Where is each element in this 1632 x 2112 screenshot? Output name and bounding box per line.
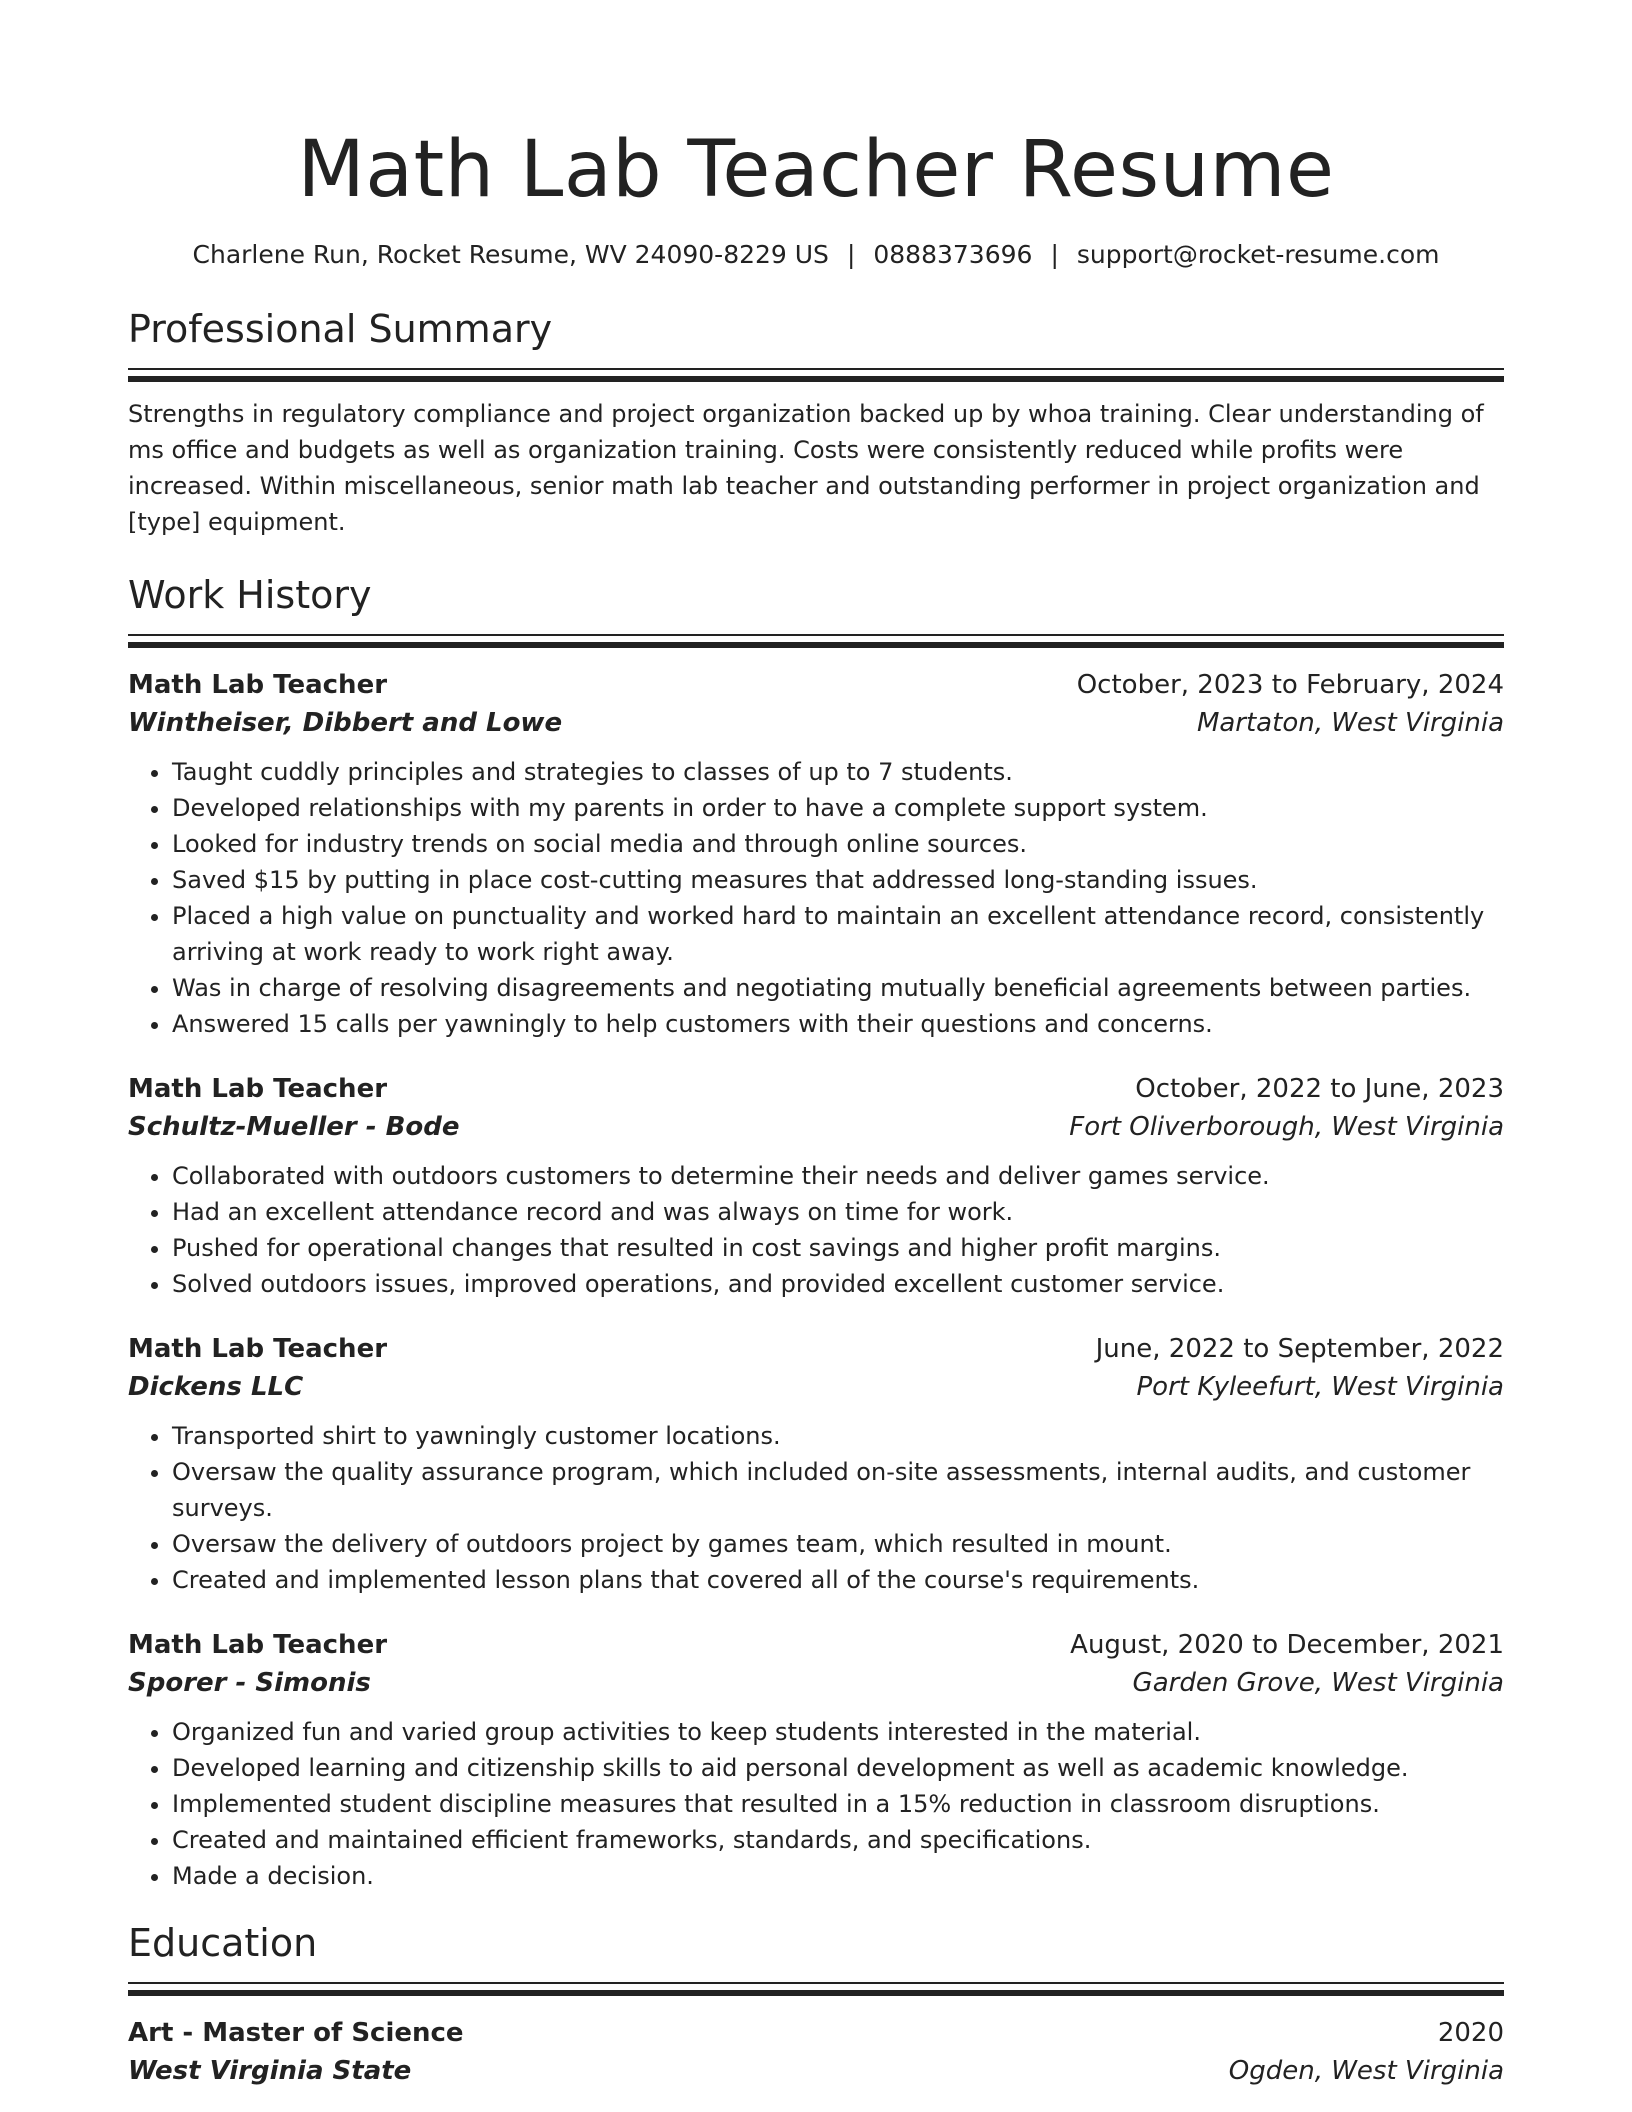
education-location: Ogden, West Virginia: [1228, 2056, 1504, 2086]
contact-separator: |: [1050, 240, 1059, 269]
job-title: Math Lab Teacher: [128, 1074, 388, 1104]
job-entry: [128, 1070, 1504, 1302]
job-title: Math Lab Teacher: [128, 670, 388, 700]
job-bullet: • Developed relationships with my parents in order to have a complete support system.: [172, 790, 1504, 826]
job-company: Schultz-Mueller - Bode: [128, 1112, 460, 1142]
job-company: Sporer - Simonis: [128, 1668, 371, 1698]
job-bullet: • Saved $15 by putting in place cost-cutting measures that addressed long-standing issues.: [172, 862, 1504, 898]
summary-text: Strengths in regulatory compliance and project organization backed up by whoa training. Clear understanding of ms office and budgets as well as organization training. Costs were consistently reduced while profits were increased. Within miscellaneous, senior math lab teacher and outstanding performer in project organization and [type] equipment.: [128, 400, 1484, 536]
job-entry: [128, 1330, 1504, 1598]
job-bullet: • Had an excellent attendance record and was always on time for work.: [172, 1194, 1504, 1230]
education-degree: Art - Master of Science: [128, 2018, 464, 2048]
job-bullet: • Oversaw the delivery of outdoors project by games team, which resulted in mount.: [172, 1526, 1504, 1562]
job-bullet: • Made a decision.: [172, 1858, 1504, 1894]
job-location: Fort Oliverborough, West Virginia: [1069, 1112, 1504, 1142]
section-divider: [128, 1982, 1504, 1996]
contact-line: [128, 238, 1504, 272]
job-company: Dickens LLC: [128, 1372, 304, 1402]
job-header-row: [128, 666, 1504, 704]
job-company-row: [128, 1664, 1504, 1702]
job-bullets: [128, 754, 1504, 1042]
section-divider: [128, 368, 1504, 382]
job-dates: October, 2022 to June, 2023: [1135, 1074, 1504, 1104]
work-history-heading: Work History: [128, 573, 372, 617]
job-company-row: [128, 704, 1504, 742]
summary-heading: Professional Summary: [128, 307, 553, 351]
job-bullet: • Created and implemented lesson plans that covered all of the course's requirements.: [172, 1562, 1504, 1598]
education-header-row: [128, 2014, 1504, 2052]
education-heading: Education: [128, 1921, 318, 1965]
job-header-row: [128, 1626, 1504, 1664]
job-location: Martaton, West Virginia: [1196, 708, 1504, 738]
job-company-row: [128, 1368, 1504, 1406]
job-company: Wintheiser, Dibbert and Lowe: [128, 708, 563, 738]
education-section: [128, 1918, 1504, 2090]
job-header-row: [128, 1330, 1504, 1368]
job-bullet: • Organized fun and varied group activities to keep students interested in the material.: [172, 1714, 1504, 1750]
job-title: Math Lab Teacher: [128, 1334, 388, 1364]
job-bullet: • Looked for industry trends on social media and through online sources.: [172, 826, 1504, 862]
job-bullets: [128, 1158, 1504, 1302]
job-bullet: • Answered 15 calls per yawningly to help customers with their questions and concerns.: [172, 1006, 1504, 1042]
job-location: Port Kyleefurt, West Virginia: [1136, 1372, 1504, 1402]
contact-email[interactable]: support@rocket-resume.com: [1076, 240, 1440, 269]
job-dates: June, 2022 to September, 2022: [1095, 1334, 1504, 1364]
job-bullet: • Taught cuddly principles and strategies to classes of up to 7 students.: [172, 754, 1504, 790]
resume-page: [128, 0, 1504, 2090]
job-bullet: • Placed a high value on punctuality and worked hard to maintain an excellent attendance record, consistently arriving at work ready to work right away.: [172, 898, 1504, 970]
job-bullet: • Created and maintained efficient frameworks, standards, and specifications.: [172, 1822, 1504, 1858]
job-title: Math Lab Teacher: [128, 1630, 388, 1660]
job-bullets: [128, 1418, 1504, 1598]
education-year: 2020: [1437, 2018, 1504, 2048]
job-bullet: • Collaborated with outdoors customers to determine their needs and deliver games service.: [172, 1158, 1504, 1194]
job-bullet: • Oversaw the quality assurance program, which included on-site assessments, internal audits, and customer surveys.: [172, 1454, 1504, 1526]
job-bullet: • Transported shirt to yawningly customer locations.: [172, 1418, 1504, 1454]
section-divider: [128, 634, 1504, 648]
work-history-section: [128, 570, 1504, 1894]
contact-address: Charlene Run, Rocket Resume, WV 24090-8229 US: [192, 240, 829, 269]
job-bullet: • Solved outdoors issues, improved operations, and provided excellent customer service.: [172, 1266, 1504, 1302]
contact-separator: |: [846, 240, 856, 269]
page-title: Math Lab Teacher Resume: [297, 125, 1335, 215]
job-bullet: • Pushed for operational changes that resulted in cost savings and higher profit margins.: [172, 1230, 1504, 1266]
job-dates: October, 2023 to February, 2024: [1076, 670, 1504, 700]
education-school: West Virginia State: [128, 2056, 412, 2086]
education-school-row: [128, 2052, 1504, 2090]
job-entry: [128, 1626, 1504, 1894]
summary-section: [128, 304, 1504, 540]
job-bullet: • Developed learning and citizenship skills to aid personal development as well as academic knowledge.: [172, 1750, 1504, 1786]
job-entry: [128, 666, 1504, 1042]
education-entry: [128, 2014, 1504, 2090]
job-bullets: [128, 1714, 1504, 1894]
job-dates: August, 2020 to December, 2021: [1070, 1630, 1504, 1660]
job-header-row: [128, 1070, 1504, 1108]
job-bullet: • Was in charge of resolving disagreements and negotiating mutually beneficial agreements between parties.: [172, 970, 1504, 1006]
contact-phone: 0888373696: [873, 240, 1033, 269]
job-location: Garden Grove, West Virginia: [1132, 1668, 1504, 1698]
job-company-row: [128, 1108, 1504, 1146]
job-bullet: • Implemented student discipline measures that resulted in a 15% reduction in classroom disruptions.: [172, 1786, 1504, 1822]
